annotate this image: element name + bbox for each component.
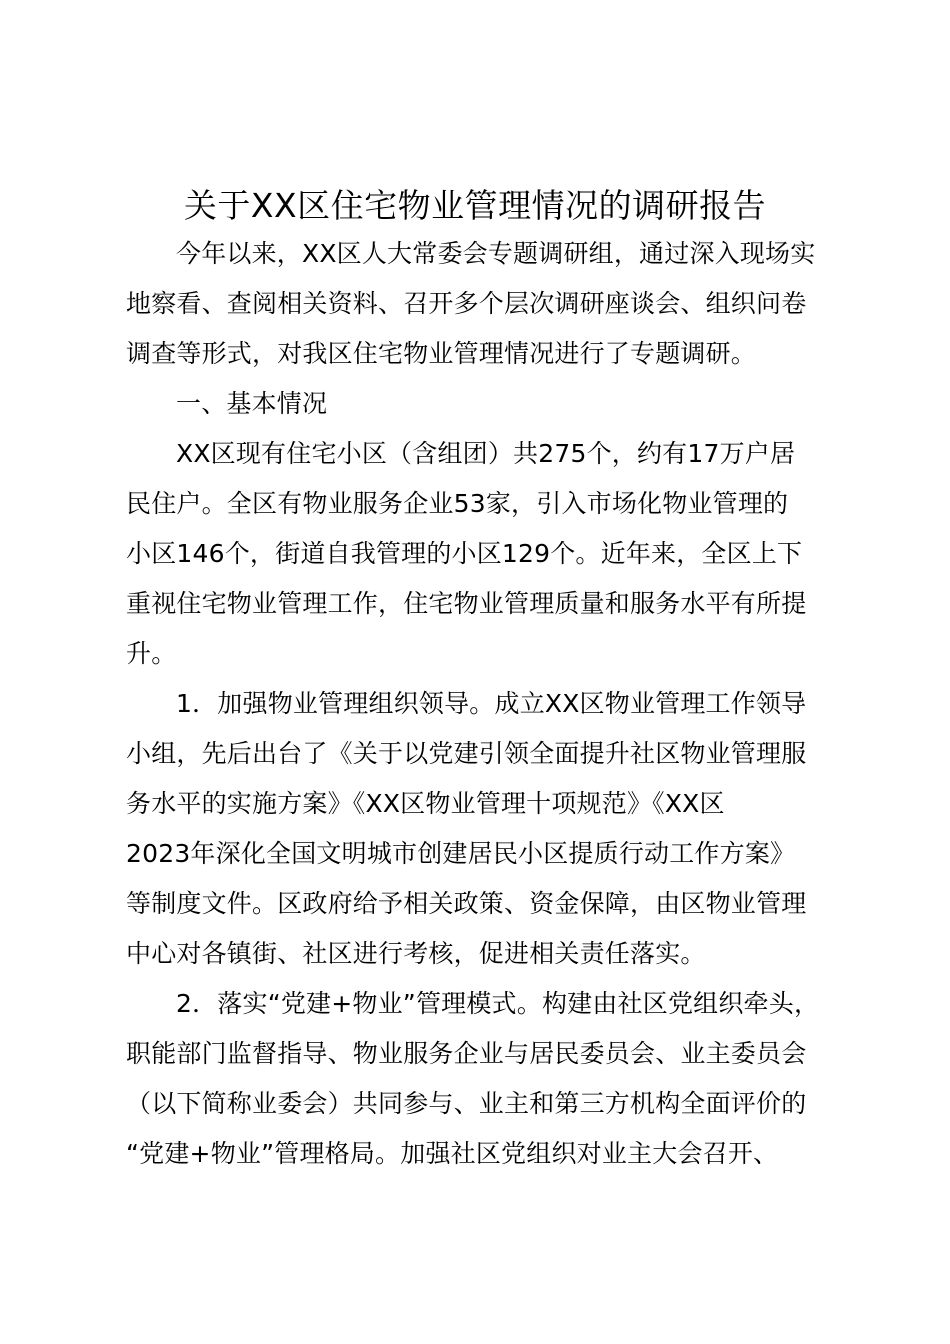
paragraph-line: （以下简称业委会）共同参与、业主和第三方机构全面评价的: [126, 1089, 807, 1118]
paragraph-line: 1．加强物业管理组织领导。成立XX区物业管理工作领导: [176, 689, 807, 718]
paragraph-line: 小区146个，街道自我管理的小区129个。近年来，全区上下: [126, 539, 803, 568]
paragraph-line: 调查等形式，对我区住宅物业管理情况进行了专题调研。: [126, 339, 757, 368]
paragraph-line: 职能部门监督指导、物业服务企业与居民委员会、业主委员会: [126, 1039, 807, 1068]
document-title: 关于XX区住宅物业管理情况的调研报告: [183, 186, 767, 225]
paragraph-line: 等制度文件。区政府给予相关政策、资金保障，由区物业管理: [126, 889, 807, 918]
paragraph-line: 民住户。全区有物业服务企业53家，引入市场化物业管理的: [126, 489, 789, 518]
paragraph-line: 地察看、查阅相关资料、召开多个层次调研座谈会、组织问卷: [126, 289, 807, 318]
section-heading: 一、基本情况: [176, 389, 328, 418]
paragraph-line: 重视住宅物业管理工作，住宅物业管理质量和服务水平有所提: [126, 589, 807, 618]
paragraph-line: 今年以来，XX区人大常委会专题调研组，通过深入现场实: [176, 239, 816, 268]
paragraph-line: 2023年深化全国文明城市创建居民小区提质行动工作方案》: [126, 839, 796, 868]
paragraph-line: 小组，先后出台了《关于以党建引领全面提升社区物业管理服: [126, 739, 807, 768]
paragraph-line: 2．落实“党建+物业”管理模式。构建由社区党组织牵头，: [176, 989, 820, 1018]
paragraph-line: “党建+物业”管理格局。加强社区党组织对业主大会召开、: [126, 1139, 779, 1168]
paragraph-line: 务水平的实施方案》《XX区物业管理十项规范》《XX区: [126, 789, 725, 818]
paragraph-line: 升。: [126, 639, 177, 668]
paragraph-line: 中心对各镇街、社区进行考核，促进相关责任落实。: [126, 939, 706, 968]
paragraph-line: XX区现有住宅小区（含组团）共275个，约有17万户居: [176, 439, 796, 468]
